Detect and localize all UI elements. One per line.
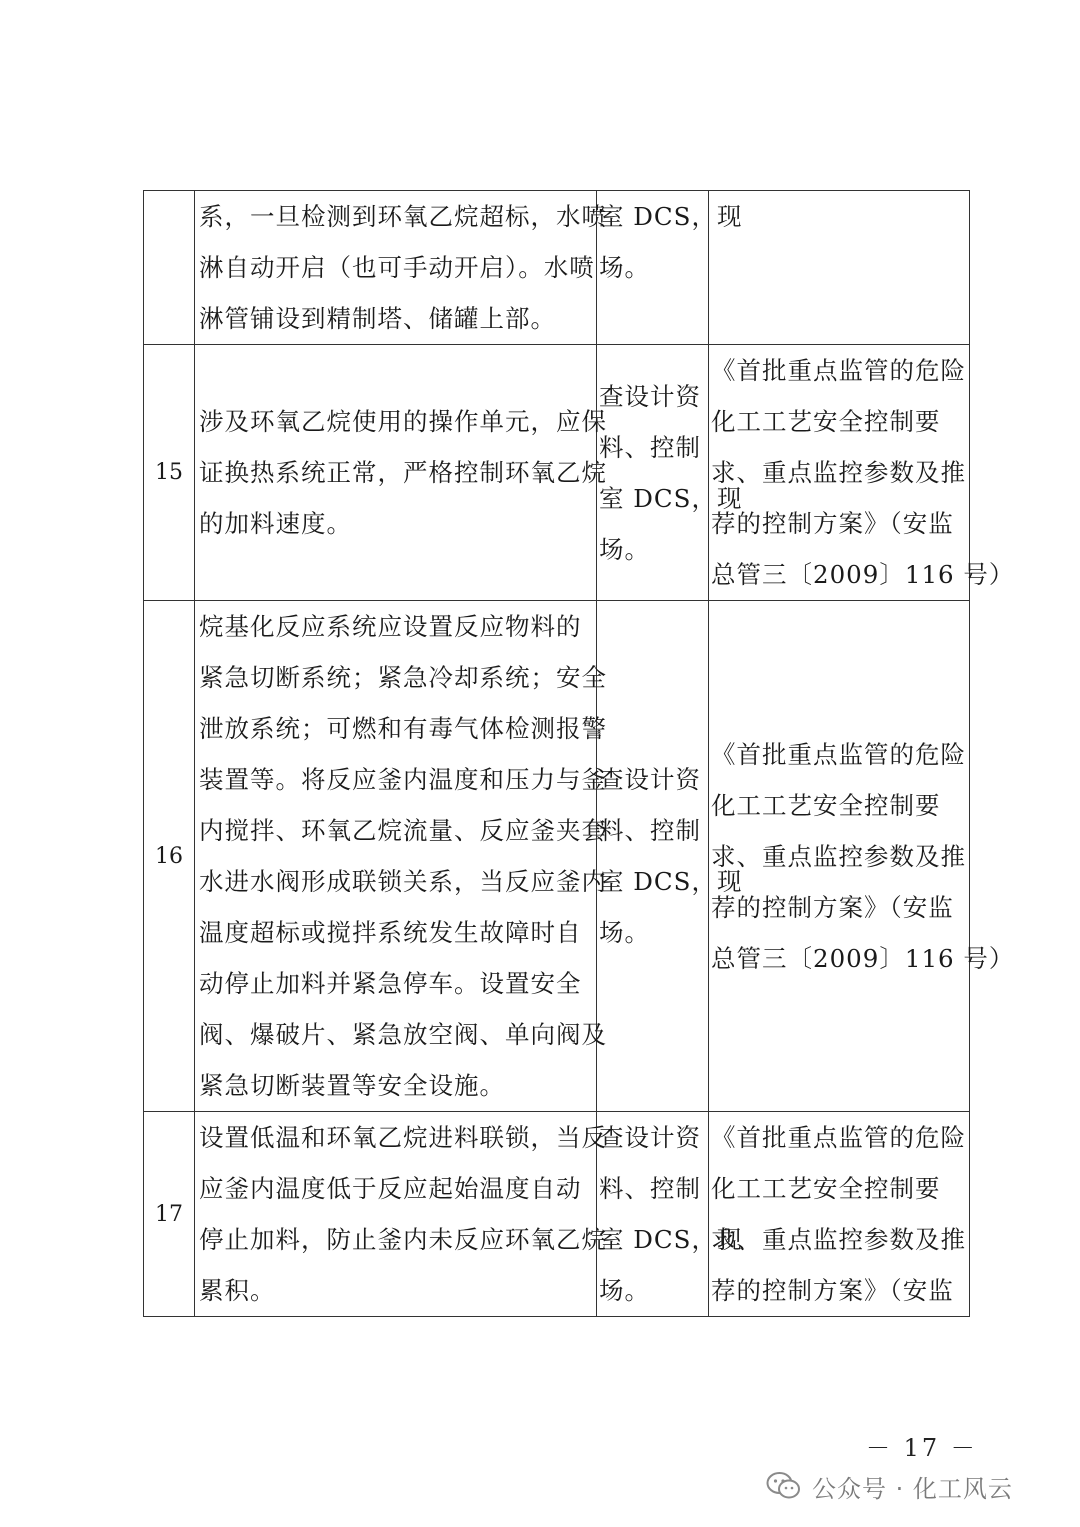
page-number: － 17 － xyxy=(866,1434,978,1462)
content-line: 证换热系统正常，严格控制环氧乙烷 xyxy=(199,458,607,487)
content-line: 水进水阀形成联锁关系，当反应釜内 xyxy=(199,867,607,896)
basis-line: 《首批重点监管的危险 xyxy=(711,1123,966,1152)
row-basis xyxy=(709,191,970,345)
row-method xyxy=(597,191,743,345)
method-line: 查设计资 xyxy=(599,381,701,411)
table-row xyxy=(144,1112,970,1317)
basis-line: 荐的控制方案》（安监 xyxy=(711,892,954,922)
method-line: 室 DCS，现 xyxy=(599,1225,743,1254)
content-line: 淋管铺设到精制塔、储罐上部。 xyxy=(199,304,556,333)
content-line: 阀、爆破片、紧急放空阀、单向阀及 xyxy=(199,1020,607,1049)
row-number: 16 xyxy=(144,601,195,1112)
content-line: 设置低温和环氧乙烷进料联锁，当反 xyxy=(199,1123,607,1152)
row-content xyxy=(195,1112,607,1317)
content-line: 内搅拌、环氧乙烷流量、反应釜夹套 xyxy=(199,816,607,845)
method-line: 查设计资 xyxy=(599,1123,701,1152)
row-method xyxy=(597,1112,743,1317)
content-line: 淋自动开启（也可手动开启）。水喷 xyxy=(199,253,595,282)
row-content xyxy=(195,191,607,345)
content-line: 温度超标或搅拌系统发生故障时自 xyxy=(199,918,582,947)
row-basis xyxy=(709,345,1015,601)
content-line: 停止加料，防止釜内未反应环氧乙烷 xyxy=(199,1225,607,1254)
basis-line: 荐的控制方案》（安监 xyxy=(711,1276,954,1305)
content-line: 累积。 xyxy=(199,1276,276,1305)
method-line: 料、控制 xyxy=(599,816,701,845)
method-line: 室 DCS，现 xyxy=(599,867,743,896)
basis-line: 化工工艺安全控制要 xyxy=(711,790,941,820)
row-basis xyxy=(709,601,1015,1112)
content-line: 紧急切断装置等安全设施。 xyxy=(199,1071,505,1100)
row-number: 17 xyxy=(144,1112,195,1317)
basis-line: 求、重点监控参数及推 xyxy=(711,1225,966,1254)
basis-line: 化工工艺安全控制要 xyxy=(711,407,941,436)
basis-line: 总管三〔2009〕116 号） xyxy=(711,943,1015,973)
basis-line: 总管三〔2009〕116 号） xyxy=(711,560,1015,589)
method-line: 料、控制 xyxy=(599,432,701,462)
method-line: 查设计资 xyxy=(599,765,701,794)
content-line: 泄放系统；可燃和有毒气体检测报警 xyxy=(199,714,607,743)
method-line: 场。 xyxy=(599,1276,650,1305)
content-line: 装置等。将反应釜内温度和压力与釜 xyxy=(199,765,607,794)
basis-line: 荐的控制方案》（安监 xyxy=(711,509,954,538)
row-number xyxy=(144,191,195,345)
basis-line: 《首批重点监管的危险 xyxy=(711,356,966,385)
method-line: 室 DCS，现 xyxy=(599,483,743,513)
wechat-icon xyxy=(766,1471,802,1501)
method-line: 场。 xyxy=(599,253,650,282)
watermark xyxy=(766,1468,1013,1504)
row-number: 15 xyxy=(144,345,195,601)
content-line: 动停止加料并紧急停车。设置安全 xyxy=(199,969,582,998)
basis-line: 求、重点监控参数及推 xyxy=(711,458,966,487)
content-line: 涉及环氧乙烷使用的操作单元，应保 xyxy=(199,407,607,436)
table-row xyxy=(144,345,970,601)
inspection-table xyxy=(143,190,1015,1317)
table-row xyxy=(144,601,970,1112)
basis-line: 求、重点监控参数及推 xyxy=(711,841,966,871)
content-line: 应釜内温度低于反应起始温度自动 xyxy=(199,1174,582,1203)
row-method xyxy=(597,345,743,601)
table-row xyxy=(144,191,970,345)
method-line: 料、控制 xyxy=(599,1174,701,1203)
row-content xyxy=(195,345,607,601)
watermark-text: 公众号 · 化工风云 xyxy=(812,1474,1013,1503)
basis-line: 《首批重点监管的危险 xyxy=(711,739,966,769)
content-line: 紧急切断系统；紧急冷却系统；安全 xyxy=(199,663,607,692)
content-line: 系，一旦检测到环氧乙烷超标，水喷 xyxy=(199,202,607,231)
row-method xyxy=(597,601,743,1112)
basis-line: 化工工艺安全控制要 xyxy=(711,1174,941,1203)
content-line: 烷基化反应系统应设置反应物料的 xyxy=(199,612,582,641)
row-content xyxy=(195,601,607,1112)
row-basis xyxy=(709,1112,970,1317)
method-line: 室 DCS，现 xyxy=(599,202,743,231)
content-line: 的加料速度。 xyxy=(199,509,352,538)
method-line: 场。 xyxy=(599,918,650,947)
method-line: 场。 xyxy=(599,534,650,564)
